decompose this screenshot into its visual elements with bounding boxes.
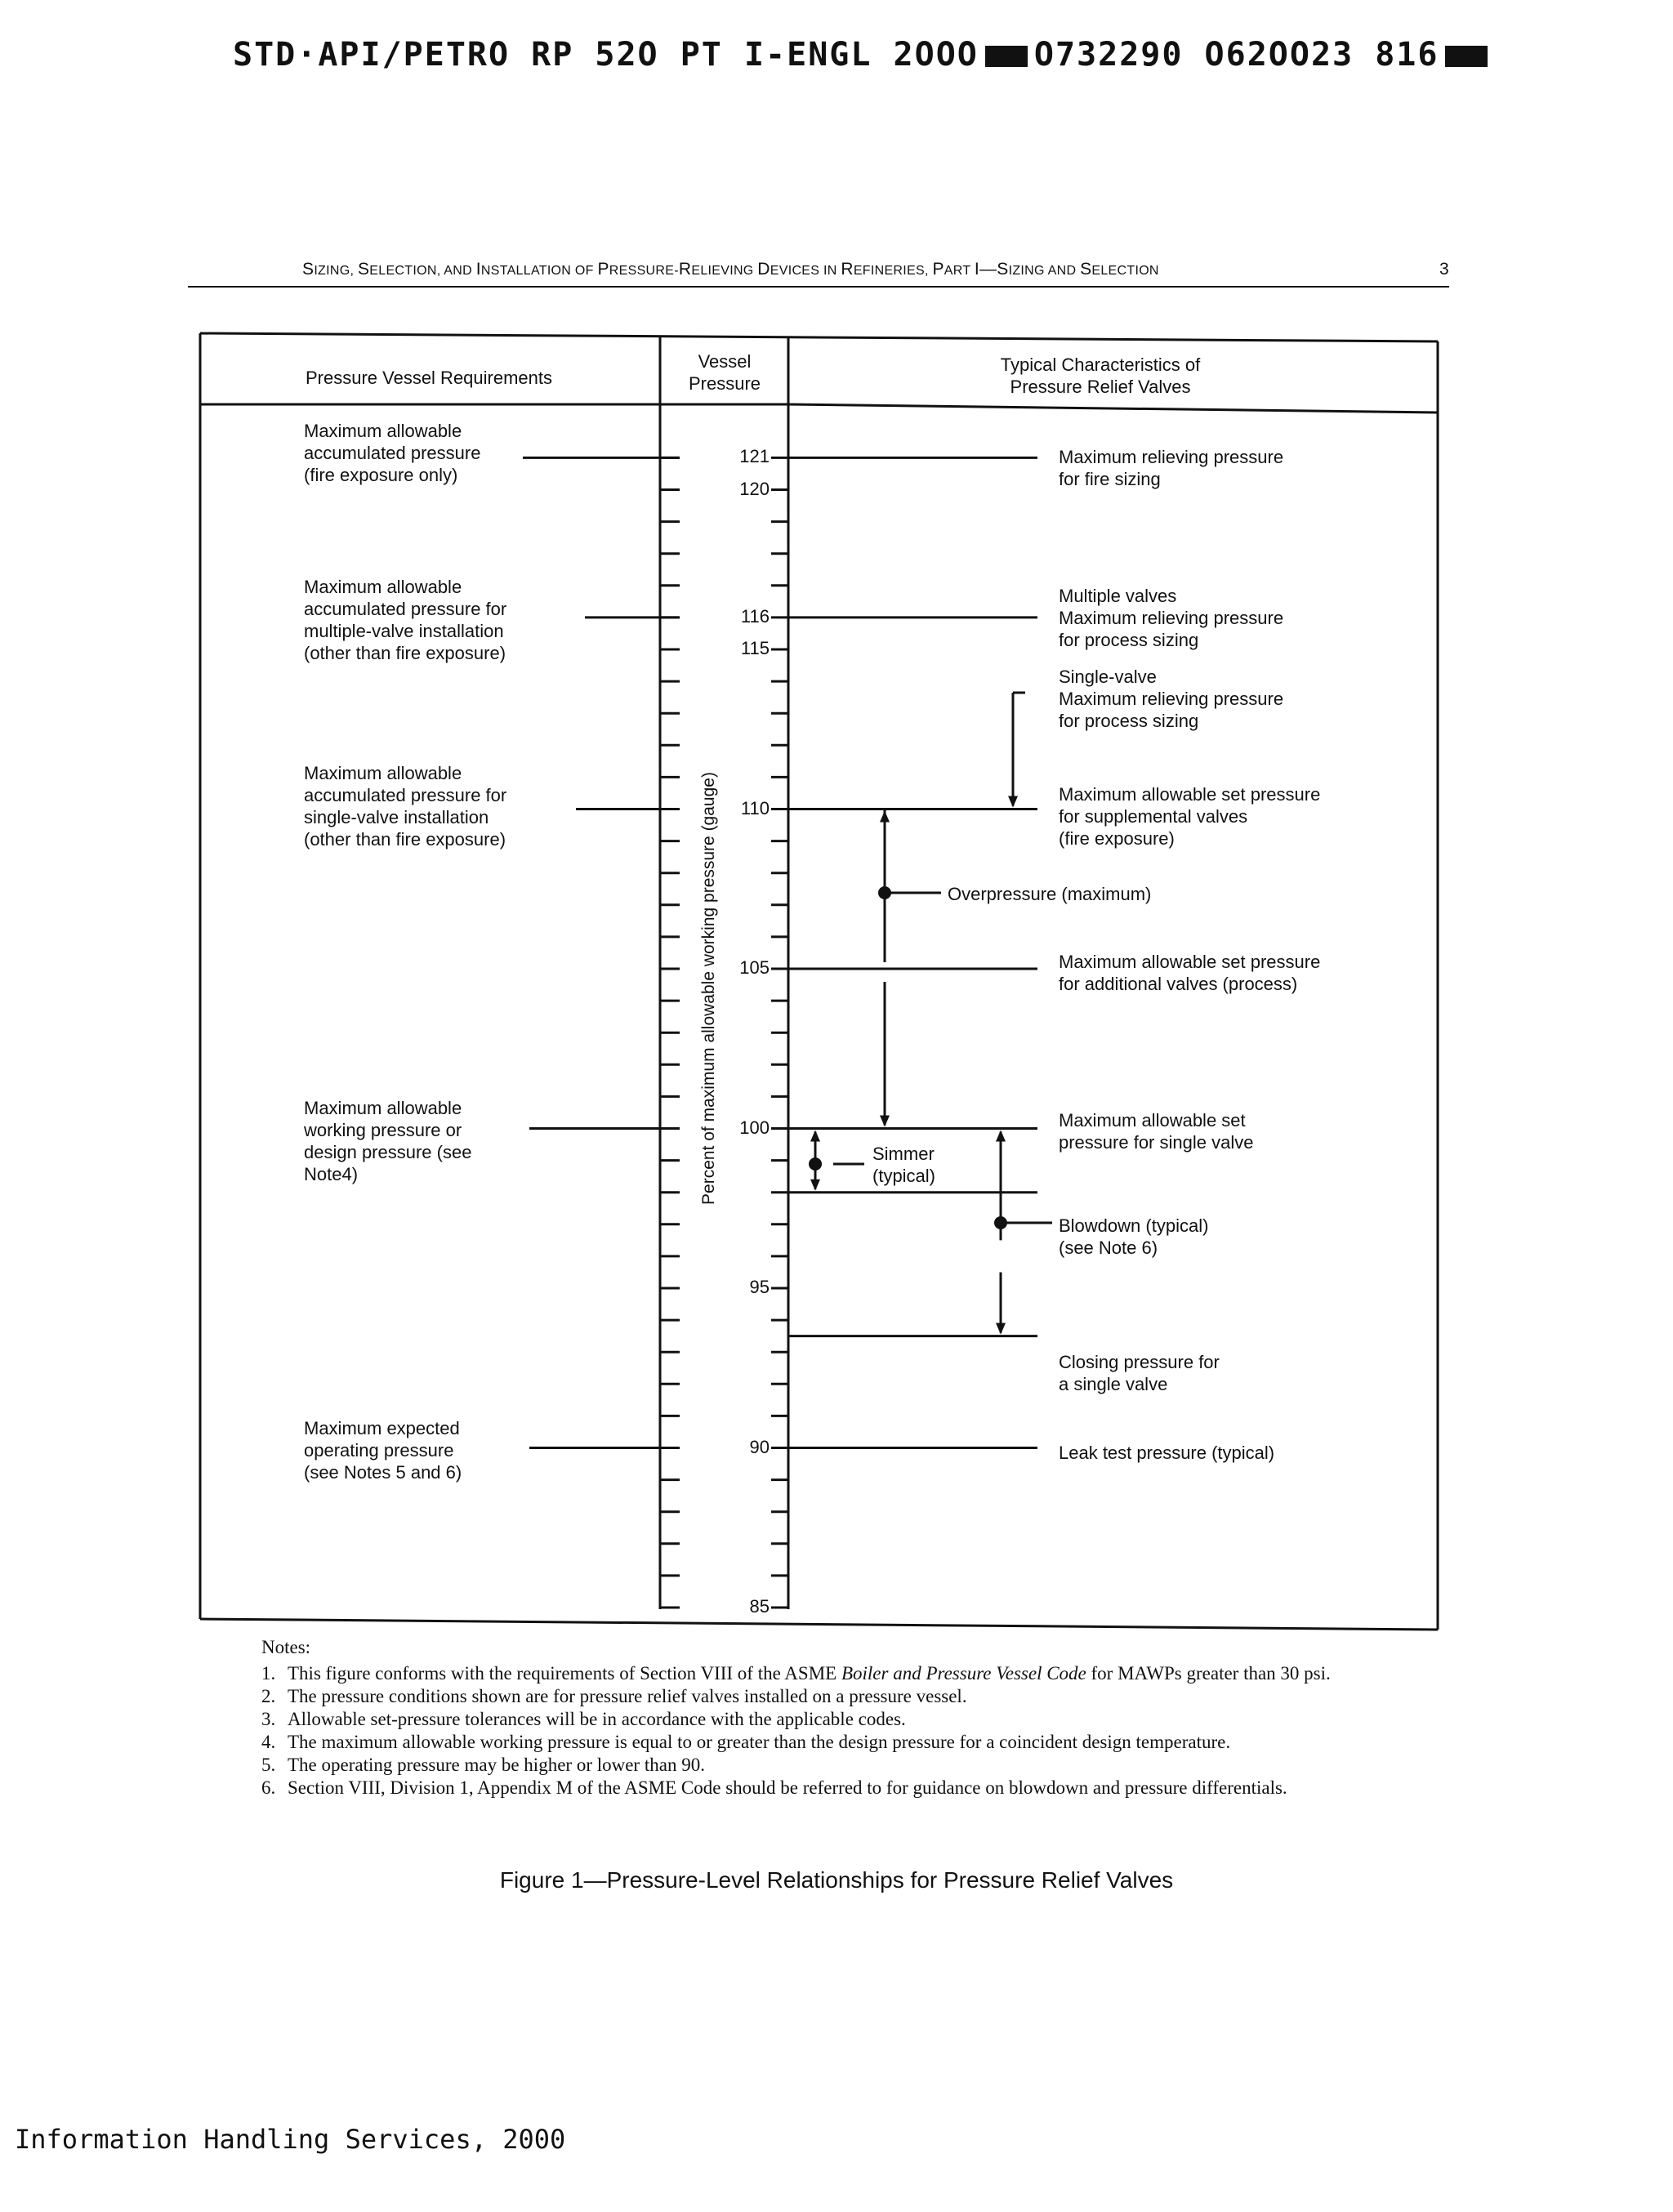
overpressure-arrow-bottom bbox=[880, 1116, 890, 1127]
tick-label-121: 121 bbox=[739, 446, 770, 467]
tick-label-95: 95 bbox=[749, 1277, 770, 1297]
note-6: 6. Section VIII, Division 1, Appendix M of the ASME Code should be referred to for guidance on blowdown and pressure differentials. bbox=[261, 1777, 1287, 1798]
left-label-single-valve: Maximum allowable accumulated pressure for single-valve installation (other than fire exposure) bbox=[304, 763, 507, 850]
notes-title: Notes: bbox=[261, 1637, 311, 1657]
right-label-set-single: Maximum allowable set pressure for single valve bbox=[1059, 1110, 1254, 1153]
frame-bottom bbox=[200, 1619, 1438, 1630]
left-label-multiple-valve: Maximum allowable accumulated pressure for multiple-valve installation (other than fire exposure) bbox=[304, 577, 507, 663]
overpressure-arrow-top bbox=[880, 811, 890, 823]
simmer-dot bbox=[809, 1157, 822, 1171]
right-label-single-valve-relieving: Single-valve Maximum relieving pressure for process sizing bbox=[1059, 667, 1284, 731]
figure-caption: Figure 1—Pressure-Level Relationships for Pressure Relief Valves bbox=[499, 1867, 1174, 1893]
note-1: 1. This figure conforms with the requirements of Section VIII of the ASME Boiler and Pressure Vessel Code for MAWPs greater than 30 psi. bbox=[261, 1663, 1331, 1684]
single-valve-arrow bbox=[1008, 796, 1018, 808]
right-label-leak-test: Leak test pressure (typical) bbox=[1059, 1443, 1275, 1463]
tick-label-105: 105 bbox=[739, 957, 770, 978]
col-header-vessel-pressure: Vessel Pressure bbox=[688, 351, 761, 394]
header-rule-right bbox=[788, 404, 1438, 413]
stamp-middle: O732290 O62OO23 816 bbox=[1033, 36, 1439, 74]
tick-label-110: 110 bbox=[740, 797, 770, 818]
tick-label-85: 85 bbox=[749, 1596, 770, 1617]
tick-label-116: 116 bbox=[740, 605, 770, 627]
label-overpressure: Overpressure (maximum) bbox=[948, 884, 1152, 904]
right-label-supplemental: Maximum allowable set pressure for supplemental valves (fire exposure) bbox=[1059, 784, 1321, 849]
note-4: 4. The maximum allowable working pressure is equal to or greater than the design pressure for a coincident design temperature. bbox=[261, 1732, 1231, 1752]
notes-list bbox=[261, 1662, 1397, 1799]
simmer-arrow-top bbox=[810, 1131, 820, 1142]
col-header-relief-valves: Typical Characteristics of Pressure Relief Valves bbox=[1000, 355, 1201, 397]
label-simmer: Simmer (typical) bbox=[872, 1144, 936, 1186]
notes bbox=[261, 1636, 1397, 1799]
note-2: 2. The pressure conditions shown are for pressure relief valves installed on a pressure vessel. bbox=[261, 1686, 967, 1706]
simmer-arrow-bottom bbox=[810, 1180, 820, 1191]
blowdown-arrow-top bbox=[996, 1131, 1006, 1142]
note-5: 5. The operating pressure may be higher or lower than 90. bbox=[261, 1755, 705, 1775]
left-label-operating: Maximum expected operating pressure (see Notes 5 and 6) bbox=[304, 1418, 462, 1483]
running-header: SIZING, SELECTION, AND INSTALLATION OF PRESSURE-RELIEVING DEVICES IN REFINERIES, PART I—SIZING AND SELECTION bbox=[302, 260, 1159, 279]
tick-label-100: 100 bbox=[739, 1117, 770, 1138]
right-label-blowdown: Blowdown (typical) (see Note 6) bbox=[1059, 1215, 1209, 1258]
frame-top bbox=[200, 333, 1438, 341]
tick-label-120: 120 bbox=[739, 478, 770, 499]
right-label-fire-sizing: Maximum relieving pressure for fire sizing bbox=[1059, 447, 1284, 489]
left-label-fire: Maximum allowable accumulated pressure (fire exposure only) bbox=[304, 421, 481, 485]
left-label-mawp: Maximum allowable working pressure or design pressure (see Note4) bbox=[304, 1098, 472, 1184]
footer: Information Handling Services, 2000 bbox=[15, 2124, 566, 2155]
tick-label-90: 90 bbox=[749, 1436, 770, 1457]
col-header-requirements: Pressure Vessel Requirements bbox=[305, 368, 553, 388]
right-label-additional: Maximum allowable set pressure for additional valves (process) bbox=[1059, 952, 1321, 994]
right-label-multiple-valves: Multiple valves Maximum relieving pressure for process sizing bbox=[1059, 586, 1284, 650]
tick-label-115: 115 bbox=[740, 638, 770, 658]
axis-label: Percent of maximum allowable working pressure (gauge) bbox=[699, 772, 718, 1205]
note-3: 3. Allowable set-pressure tolerances will be in accordance with the applicable codes. bbox=[261, 1709, 906, 1729]
blowdown-arrow-bottom bbox=[996, 1323, 1006, 1335]
page-number: 3 bbox=[1439, 260, 1449, 279]
stamp-left: STD·API/PETRO RP 52O PT I-ENGL 2OOO bbox=[233, 36, 979, 74]
right-label-closing: Closing pressure for a single valve bbox=[1059, 1352, 1220, 1394]
